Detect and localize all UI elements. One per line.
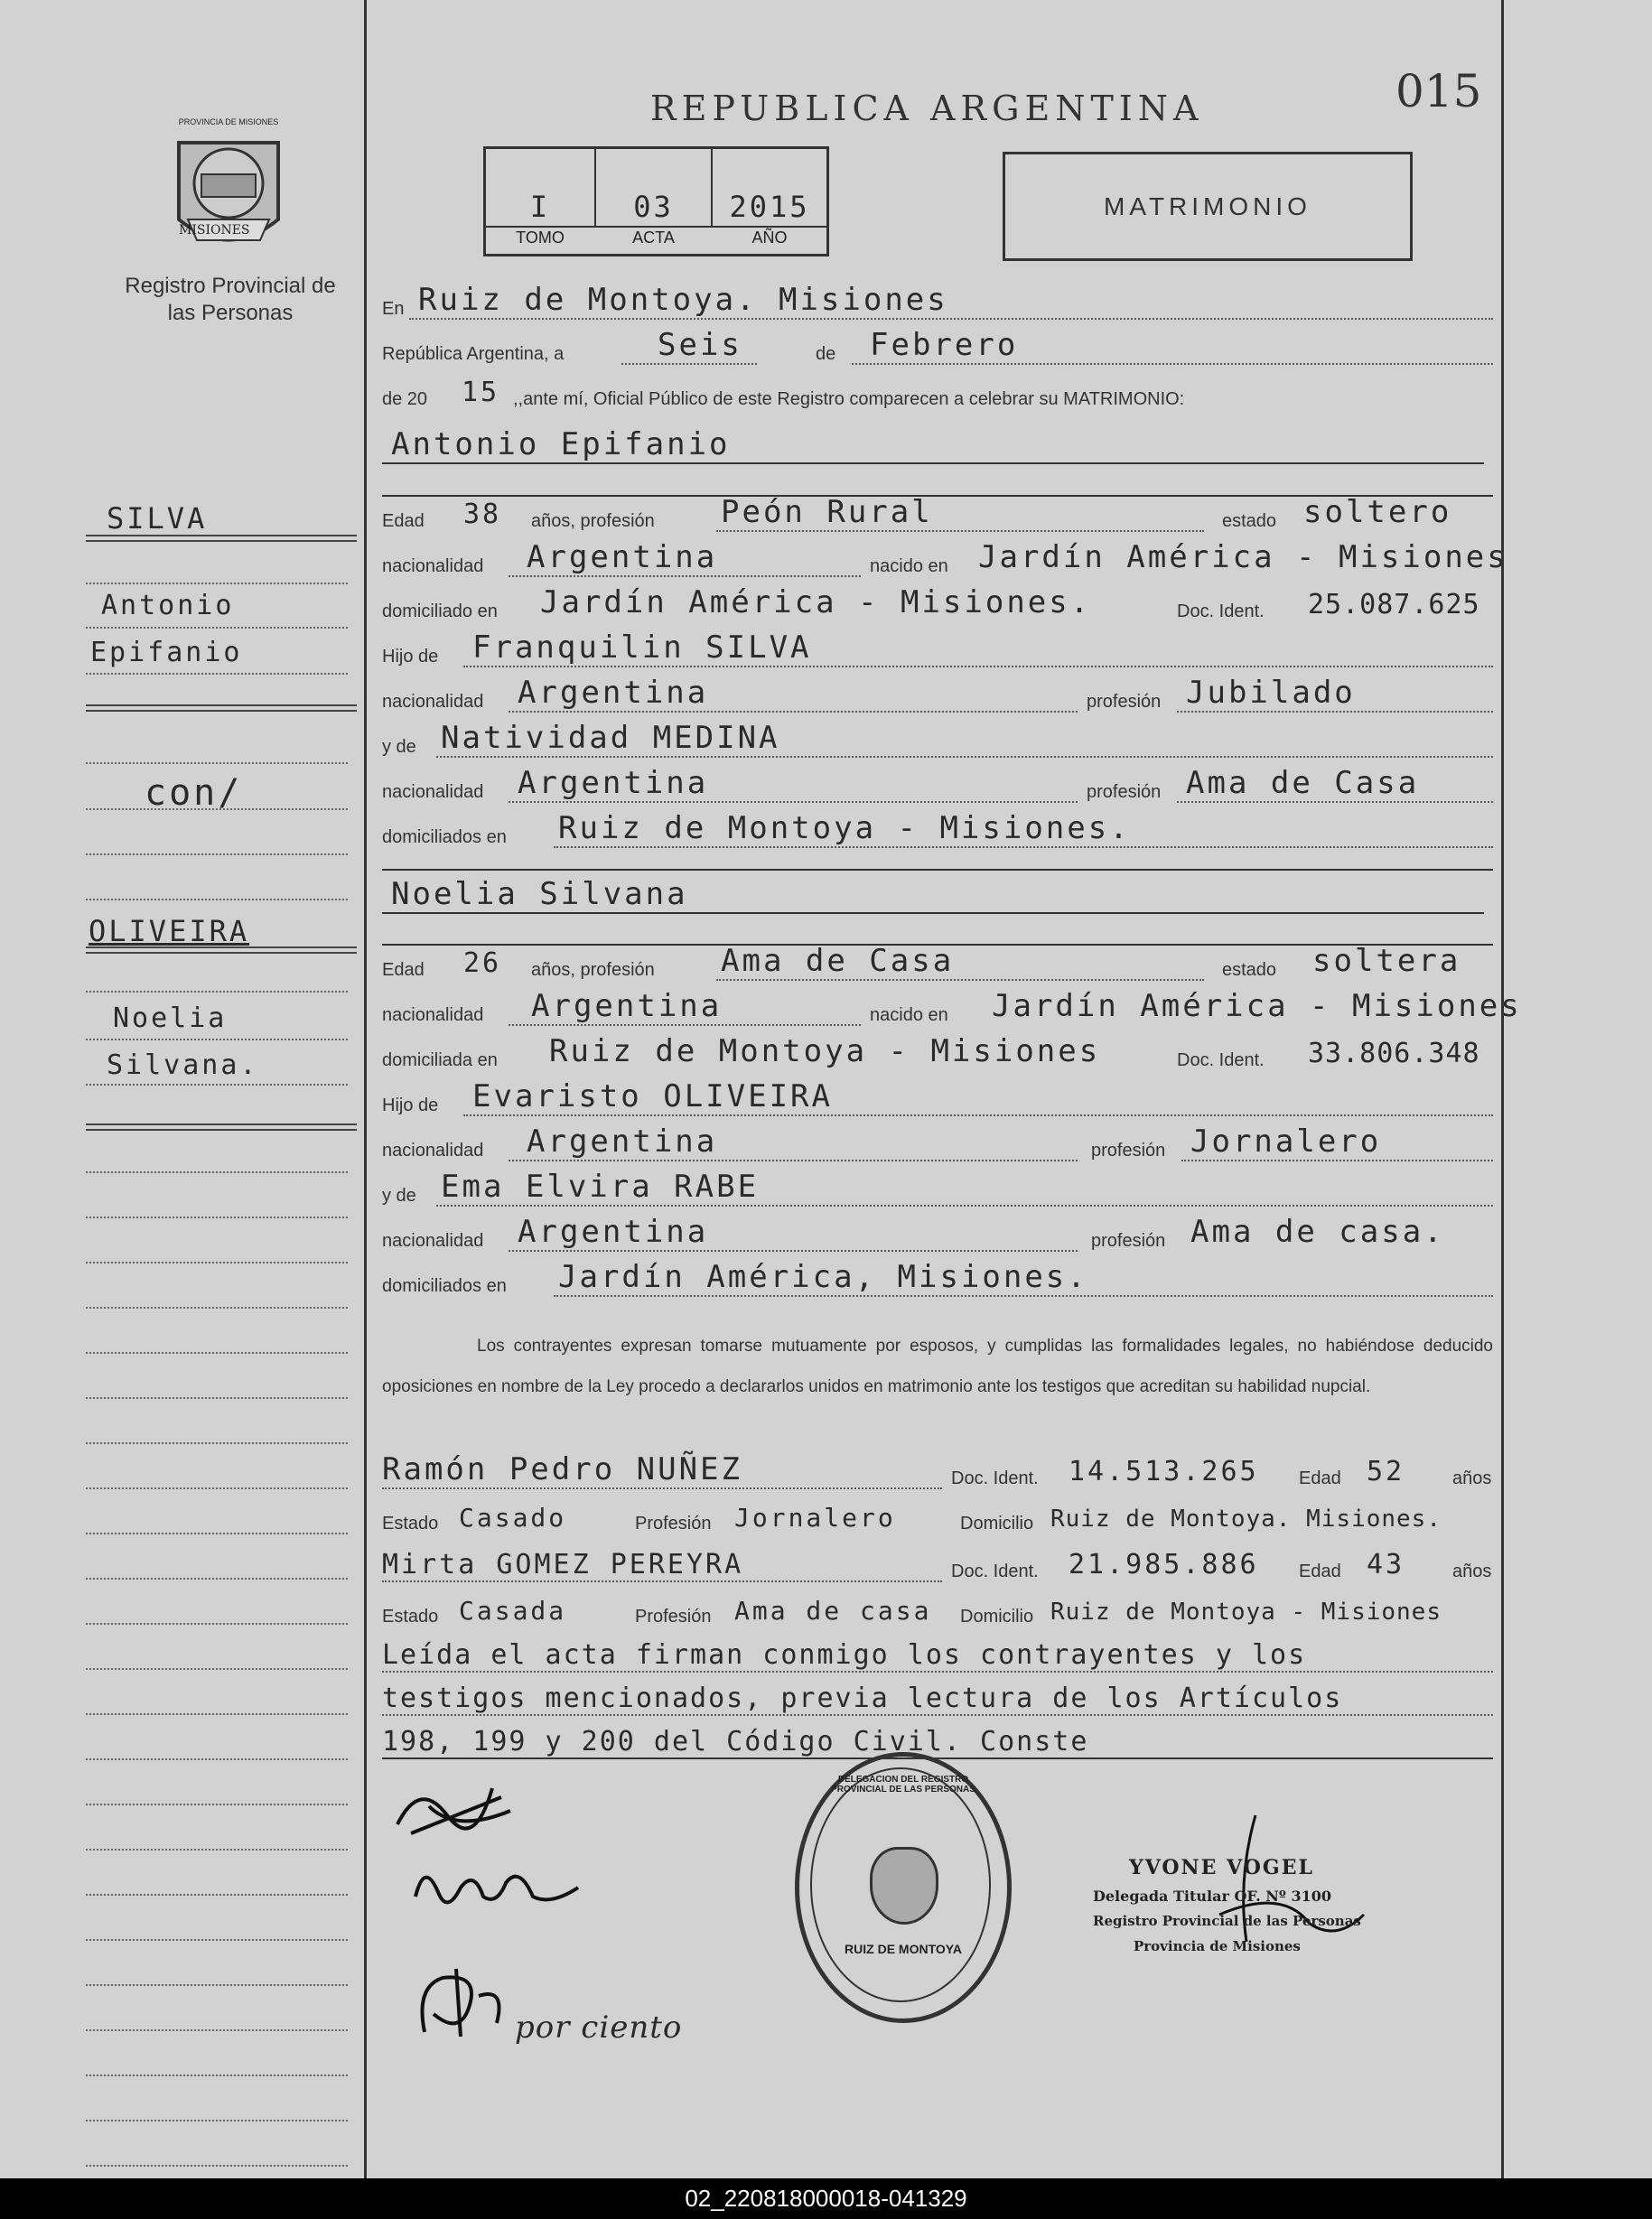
stamp-ring-text: DELEGACION DEL REGISTRO PROVINCIAL DE LAS PERSONAS xyxy=(831,1775,975,1795)
witness2-age: 43 xyxy=(1367,1549,1405,1580)
bride-mother: Ema Elvira RABE xyxy=(441,1169,760,1205)
ano-value: 2015 xyxy=(729,190,810,224)
groom-mother-nationality: Argentina xyxy=(518,765,709,801)
bride-domicile: Ruiz de Montoya - Misiones xyxy=(549,1033,1101,1069)
official-title: Delegada Titular OF. Nº 3100 xyxy=(1093,1888,1331,1905)
witness1-age: 52 xyxy=(1367,1456,1405,1487)
signature-2 xyxy=(406,1851,587,1924)
acta-label: ACTA xyxy=(632,228,675,247)
groom-domicile: Jardín América - Misiones. xyxy=(540,584,1092,620)
witness1-profession: Jornalero xyxy=(734,1503,896,1533)
place-label: En xyxy=(382,299,405,319)
margin-groom-name2: Epifanio xyxy=(90,637,243,668)
official-province: Provincia de Misiones xyxy=(1134,1938,1301,1954)
official-name: YVONE VOGEL xyxy=(1129,1856,1314,1879)
tomo-label: TOMO xyxy=(516,228,565,247)
groom-father: Franquilin SILVA xyxy=(472,629,812,666)
bride-mother-profession: Ama de casa. xyxy=(1190,1214,1445,1250)
place-value: Ruiz de Montoya. Misiones xyxy=(418,282,948,318)
province-seal-logo xyxy=(161,134,296,260)
closing-line3: 198, 199 y 200 del Código Civil. Conste xyxy=(382,1726,1089,1757)
margin-bride-surname: OLIVEIRA xyxy=(89,914,250,948)
logo-ring-text: PROVINCIA DE MISIONES xyxy=(178,117,279,126)
tomo-value: I xyxy=(529,190,551,224)
groom-parents-domicile: Ruiz de Montoya - Misiones. xyxy=(558,810,1131,846)
witness1-doc: 14.513.265 xyxy=(1069,1456,1259,1487)
country-title: REPUBLICA ARGENTINA xyxy=(650,89,1204,128)
witness1-domicile: Ruiz de Montoya. Misiones. xyxy=(1050,1506,1442,1533)
witness2-name: Mirta GOMEZ PEREYRA xyxy=(382,1549,744,1580)
record-type-box xyxy=(1003,152,1413,261)
bride-age: 26 xyxy=(463,947,502,979)
day-value: Seis xyxy=(658,327,742,363)
margin-con: con/ xyxy=(145,772,243,814)
margin-column xyxy=(0,0,366,2178)
right-border-line xyxy=(1501,0,1504,2178)
ano-label: AÑO xyxy=(751,228,788,247)
bride-given-names: Noelia Silvana xyxy=(391,876,688,912)
year-prefix: de 20 xyxy=(382,389,428,409)
witness2-doc: 21.985.886 xyxy=(1069,1549,1259,1580)
margin-bride-name2: Silvana. xyxy=(107,1049,259,1081)
year-value: 15 xyxy=(462,377,500,408)
witness1-name: Ramón Pedro NUÑEZ xyxy=(382,1451,742,1487)
witness2-profession: Ama de casa xyxy=(734,1596,932,1626)
bride-nationality: Argentina xyxy=(531,988,723,1024)
margin-groom-surname: SILVA xyxy=(107,501,208,536)
acta-value: 03 xyxy=(633,190,674,224)
bride-father-profession: Jornalero xyxy=(1190,1123,1382,1160)
witness2-status: Casada xyxy=(459,1596,567,1626)
closing-line1: Leída el acta firman conmigo los contrayentes y los xyxy=(382,1639,1307,1671)
stamp-center-text: RUIZ DE MONTOYA xyxy=(845,1942,962,1956)
groom-birthplace: Jardín América - Misiones xyxy=(978,539,1508,575)
margin-groom-name1: Antonio xyxy=(101,590,235,621)
groom-status: soltero xyxy=(1303,494,1452,530)
file-id-footer: 02_220818000018-041329 xyxy=(0,2178,1652,2219)
groom-age: 38 xyxy=(463,499,502,530)
bride-parents-domicile: Jardín América, Misiones. xyxy=(558,1259,1088,1295)
registry-stamp xyxy=(795,1752,1012,2023)
de-label: de xyxy=(816,344,836,364)
closing-line2: testigos mencionados, previa lectura de los Artículos xyxy=(382,1683,1343,1714)
groom-nationality: Argentina xyxy=(527,539,718,575)
signature-3-note: por ciento xyxy=(515,2009,683,2046)
logo-banner-text: MISIONES xyxy=(179,223,250,238)
witness1-status: Casado xyxy=(459,1503,567,1533)
signature-1 xyxy=(393,1770,519,1842)
page-number: 015 xyxy=(1395,65,1482,117)
groom-doc: 25.087.625 xyxy=(1308,589,1480,620)
record-number-box xyxy=(483,146,829,256)
bride-father: Evaristo OLIVEIRA xyxy=(472,1078,833,1114)
bride-doc: 33.806.348 xyxy=(1308,1038,1480,1069)
signature-3 xyxy=(406,1960,515,2041)
groom-profession: Peón Rural xyxy=(721,494,933,530)
groom-mother: Natividad MEDINA xyxy=(441,720,780,756)
witness2-domicile: Ruiz de Montoya - Misiones xyxy=(1050,1599,1442,1626)
groom-father-profession: Jubilado xyxy=(1186,675,1356,711)
groom-mother-profession: Ama de Casa xyxy=(1186,765,1420,801)
bride-mother-nationality: Argentina xyxy=(518,1214,709,1250)
republic-label: República Argentina, a xyxy=(382,344,565,364)
bride-profession: Ama de Casa xyxy=(721,943,955,979)
appear-text: ,,ante mí, Oficial Público de este Registro comparecen a celebrar su MATRIMONIO: xyxy=(513,389,1185,409)
official-registry: Registro Provincial de las Personas xyxy=(1093,1913,1361,1929)
document-page: MISIONES PROVINCIA DE MISIONES Registro Provincial de las Personas SILVA Antonio Epifanio con/ OLIVEIRA Noelia Silvana. REPUBLICA ARGENTINA 015 I 03 2015 TOMO ACTA AÑO MATRIMONIO En Ruiz de Montoya. Misiones República Argentina, a Seis de Febrero de 20 15 ,,ante mí, Oficial Público de este Registro comparecen a celebrar su MATRIMONIO: Antonio Epifanio Edad 38 años, profesión Peón Rural estado soltero nacionalidad Argentina nacido en Jardín América - Misiones domiciliado en Jardín América - Misiones. Doc. Ident. 25.087.625 Hijo de Franquilin SILVA nacionalidad Argentina profesión Jubilado y de Natividad MEDINA nacionalidad Argentina profesión Ama de Casa domiciliados en Ruiz de Montoya - Misiones. Noelia Silvana Edad 26 años, profesión Ama de Casa estado soltera nacionalidad Argentina nacido en Jardín América - Misiones domiciliada en Ruiz de Montoya - Misiones Doc. Ident. 33.806.348 Hijo de Evaristo OLIVEIRA nacionalidad Argentina profesión Jornalero y de Ema Elvira RABE nacionalidad Argentina profesión Ama de casa. domiciliados en Jardín América, Misiones. Los contrayentes expresan tomarse mutuamente por esposos, y cumplidas las formalidades legales, no habiéndose deducido oposiciones en nombre de la Ley procedo a declararlos unidos en matrimonio ante los testigos que acreditan su habilidad nupcial. Ramón Pedro NUÑEZ Doc. Ident. 14.513.265 Edad 52 años Estado Casado Profesión Jornalero Domicilio Ruiz de Montoya. Misiones. Mirta GOMEZ PEREYRA Doc. Ident. 21.985.886 Edad 43 años Estado Casada Profesión Ama de casa Domicilio Ruiz de Montoya - Misiones Leída el acta firman conmigo los contrayentes y los testigos mencionados, previa lectura de los Artículos 198, 199 y 200 del Código Civil. Conste por ciento DELEGACION DEL REGISTRO PROVINCIAL DE LAS PERSONAS RUIZ DE MONTOYA YVONE VOGEL Delegada Titular OF. Nº 3100 Registro Provincial de las Personas Provincia de Misiones xyxy=(0,0,1652,2178)
margin-bride-name1: Noelia xyxy=(113,1002,228,1034)
declaration-text: Los contrayentes expresan tomarse mutuamente por esposos, y cumplidas las formalidades legales, no habiéndose deducido oposiciones en nombre de la Ley procedo a declararlos unidos en matrimonio ante los testigos que acreditan su habilidad nupcial. xyxy=(382,1337,1493,1396)
bride-birthplace: Jardín América - Misiones xyxy=(992,988,1522,1024)
left-border-line xyxy=(364,0,367,2178)
stamp-seal-icon xyxy=(870,1847,938,1925)
registry-name: Registro Provincial de las Personas xyxy=(125,274,336,325)
record-type: MATRIMONIO xyxy=(1104,192,1311,220)
bride-status: soltera xyxy=(1312,943,1461,979)
month-value: Febrero xyxy=(870,327,1019,363)
bride-father-nationality: Argentina xyxy=(527,1123,718,1160)
groom-father-nationality: Argentina xyxy=(518,675,709,711)
groom-given-names: Antonio Epifanio xyxy=(391,426,731,462)
